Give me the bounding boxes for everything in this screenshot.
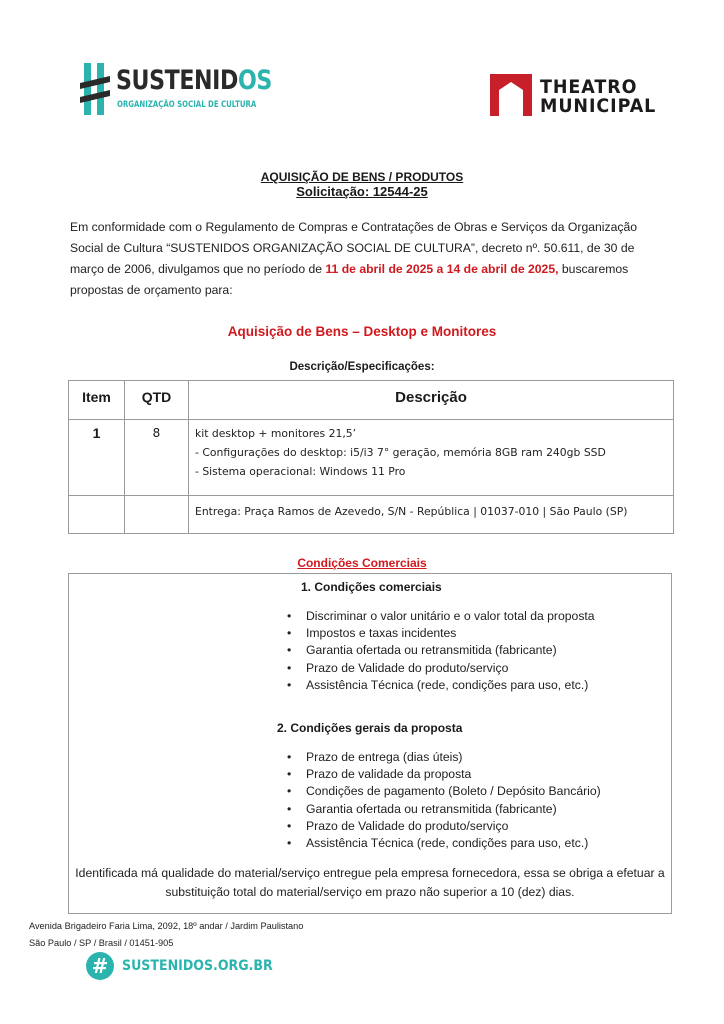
description-line: kit desktop + monitores 21,5’ xyxy=(195,427,357,440)
cell-descricao xyxy=(189,420,674,496)
request-number: Solicitação: 12544-25 xyxy=(296,184,428,199)
cell-item xyxy=(69,496,125,534)
bullet-icon: • xyxy=(287,609,292,623)
header-descricao: Descrição xyxy=(189,381,674,420)
address-line-1: Avenida Brigadeiro Faria Lima, 2092, 18º andar / Jardim Paulistano xyxy=(29,921,304,931)
bullet-icon: • xyxy=(287,818,292,833)
hashtag-circle-icon: # xyxy=(86,952,114,980)
quality-note: Identificada má qualidade do material/serviço entregue pela empresa fornecedora, essa se obriga a efetuar a substituição total do material/serviço em prazo não superior a 10 (dez) dias. xyxy=(75,866,665,899)
delivery-line: Entrega: Praça Ramos de Azevedo, S/N - República | 01037-010 | São Paulo (SP) xyxy=(195,505,628,518)
header-item: Item xyxy=(69,381,125,420)
conditions-box xyxy=(68,573,672,914)
website-link[interactable]: SUSTENIDOS.ORG.BR xyxy=(122,958,273,974)
table-row xyxy=(69,496,674,534)
commercial-conditions-list xyxy=(287,608,595,694)
theatro-wordmark-line1: THEATRO xyxy=(540,76,638,98)
sustenidos-subtitle: ORGANIZAÇÃO SOCIAL DE CULTURA xyxy=(117,100,257,110)
specifications-table xyxy=(68,380,674,534)
document-title: AQUISIÇÃO DE BENS / PRODUTOS xyxy=(260,170,464,184)
bullet-icon: • xyxy=(287,750,292,764)
list-item: • Assistência Técnica (rede, condições para uso, etc.) xyxy=(287,677,595,694)
sustenidos-wordmark: SUSTENIDOS xyxy=(116,65,272,96)
conditions-heading-2: 2. Condições gerais da proposta xyxy=(277,721,463,735)
bullet-icon: • xyxy=(287,836,292,851)
bullet-icon: • xyxy=(287,767,292,782)
bullet-icon: • xyxy=(287,626,292,641)
list-item: • Impostos e taxas incidentes xyxy=(287,625,595,642)
list-item: • Prazo de entrega (dias úteis) xyxy=(287,749,601,766)
theatre-arch-icon xyxy=(490,74,532,116)
theatro-municipal-logo xyxy=(490,74,660,118)
description-line: - Sistema operacional: Windows 11 Pro xyxy=(195,465,406,478)
cell-qtd: 8 xyxy=(125,420,189,496)
bullet-icon: • xyxy=(287,801,292,816)
section-title: Aquisição de Bens – Desktop e Monitores xyxy=(227,324,497,339)
cell-item: 1 xyxy=(69,420,125,496)
list-item: • Assistência Técnica (rede, condições para uso, etc.) xyxy=(287,835,601,852)
cell-delivery xyxy=(189,496,674,534)
hashtag-icon xyxy=(80,63,110,115)
table-row xyxy=(69,420,674,496)
list-item: • Prazo de Validade do produto/serviço xyxy=(287,660,595,677)
bullet-icon: • xyxy=(287,784,292,799)
conditions-title: Condições Comerciais xyxy=(297,556,427,570)
cell-qtd xyxy=(125,496,189,534)
list-item: • Condições de pagamento (Boleto / Depósito Bancário) xyxy=(287,783,601,800)
sustenidos-logo xyxy=(80,63,272,119)
theatro-wordmark-line2: MUNICIPAL xyxy=(540,95,657,117)
footer-address xyxy=(29,918,303,952)
table-header-row xyxy=(69,381,674,420)
bullet-icon: • xyxy=(287,643,292,658)
list-item: • Prazo de validade da proposta xyxy=(287,766,601,783)
spec-label: Descrição/Especificações: xyxy=(289,361,435,373)
header-qtd: QTD xyxy=(125,381,189,420)
bullet-icon: • xyxy=(287,660,292,675)
list-item: • Garantia ofertada ou retransmitida (fabricante) xyxy=(287,642,595,659)
list-item: • Prazo de Validade do produto/serviço xyxy=(287,818,601,835)
bullet-icon: • xyxy=(287,677,292,692)
description-line: - Configurações do desktop: i5/i3 7° geração, memória 8GB ram 240gb SSD xyxy=(195,446,606,459)
conditions-heading-1: 1. Condições comerciais xyxy=(301,580,442,594)
period-highlight: 11 de abril de 2025 a 14 de abril de 2025, xyxy=(325,262,559,276)
list-item: • Garantia ofertada ou retransmitida (fabricante) xyxy=(287,801,601,818)
general-conditions-list xyxy=(287,749,601,852)
intro-paragraph: Em conformidade com o Regulamento de Compras e Contratações de Obras e Serviços da Organização Social de Cultura “SUSTENIDOS ORGANIZAÇÃO SOCIAL DE CULTURA”, decreto nº. 50.611, de 30 de março de 2006, divulgamos que no período de 11 de abril de 2025 a 14 de abril de 2025, buscaremos propostas de orçamento para: xyxy=(70,220,638,297)
list-item: • Discriminar o valor unitário e o valor total da proposta xyxy=(287,608,595,625)
address-line-2: São Paulo / SP / Brasil / 01451-905 xyxy=(29,938,174,948)
